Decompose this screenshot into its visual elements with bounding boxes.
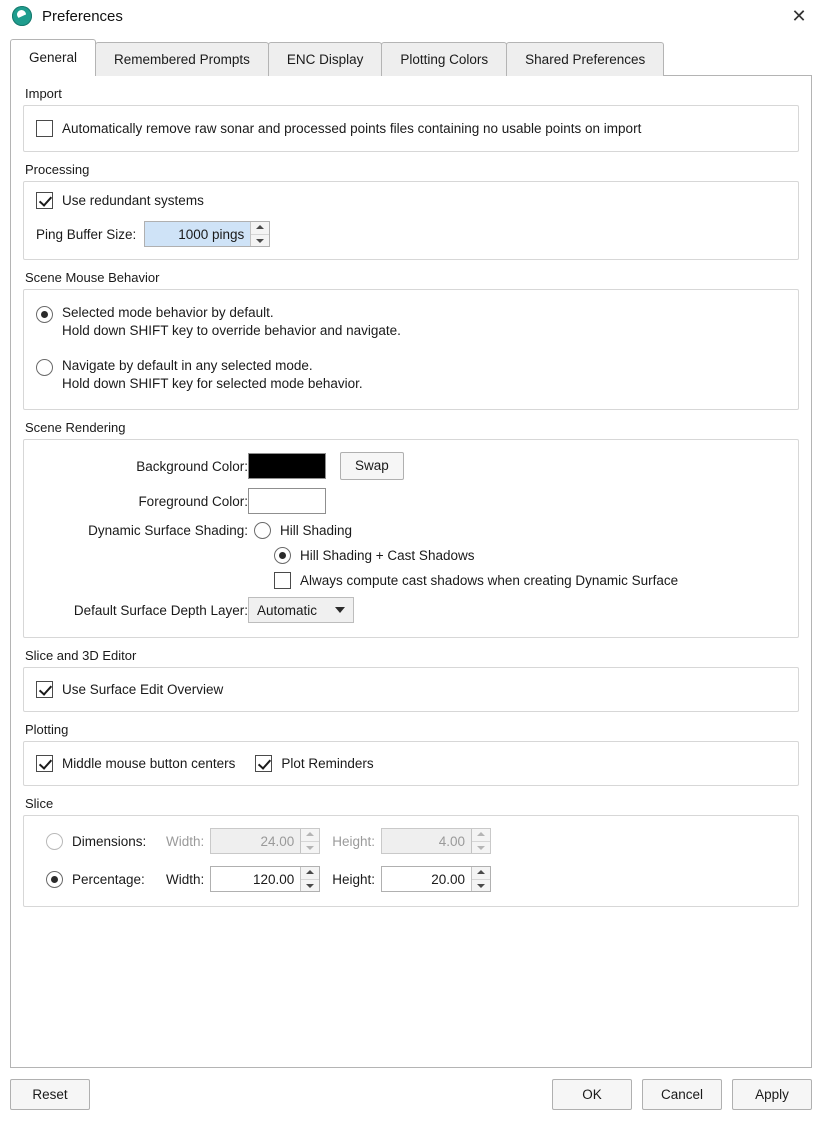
slice-group [23, 796, 799, 907]
import-group-label: Import [25, 86, 62, 101]
plotting-row [36, 755, 786, 772]
slice-pct-height-value[interactable]: 20.00 [431, 871, 466, 887]
app-logo-icon [12, 6, 32, 26]
surface-edit-overview-row[interactable] [36, 681, 786, 698]
middle-mouse-centers-checkbox[interactable] [36, 755, 53, 772]
slice-group-label: Slice [25, 796, 54, 811]
default-surface-depth-layer-select[interactable] [248, 597, 354, 623]
slice-pct-height-spin-down[interactable] [472, 879, 490, 892]
tab-shared-preferences[interactable]: Shared Preferences [506, 42, 664, 76]
processing-group [23, 162, 799, 260]
mouse-option1-line2: Hold down SHIFT key to override behavior and navigate. [62, 323, 401, 338]
auto-remove-row[interactable] [36, 120, 786, 137]
hill-shading-cast-shadows-radio[interactable] [274, 547, 291, 564]
slice-dim-height-spin-buttons[interactable] [471, 829, 490, 853]
slice-dimensions-row [36, 828, 786, 854]
slice-percentage-row [36, 866, 786, 892]
tab-general[interactable]: General [10, 39, 96, 76]
foreground-color-label: Foreground Color: [138, 493, 248, 509]
default-surface-depth-layer-value: Automatic [257, 602, 318, 618]
processing-group-label: Processing [25, 162, 90, 177]
slice-pct-width-label: Width: [166, 871, 205, 887]
ping-buffer-spinner[interactable] [144, 221, 270, 247]
plot-reminders-checkbox[interactable] [255, 755, 272, 772]
slice-3d-editor-label: Slice and 3D Editor [25, 648, 137, 663]
tab-plotting-colors[interactable]: Plotting Colors [381, 42, 507, 76]
always-compute-cast-shadows-label: Always compute cast shadows when creating Dynamic Surface [300, 573, 679, 588]
slice-3d-editor-group [23, 648, 799, 712]
plotting-group-label: Plotting [25, 722, 69, 737]
ping-buffer-spin-buttons[interactable] [250, 222, 269, 246]
background-color-label: Background Color: [136, 458, 248, 474]
auto-remove-checkbox[interactable] [36, 120, 53, 137]
hill-shading-cast-shadows-row[interactable] [274, 547, 786, 564]
slice-dim-height-value[interactable]: 4.00 [438, 833, 466, 849]
apply-button[interactable]: Apply [732, 1079, 812, 1110]
plot-reminders-label: Plot Reminders [281, 756, 374, 771]
mouse-option2-line1: Navigate by default in any selected mode. [62, 358, 313, 373]
dialog-footer [10, 1078, 812, 1110]
slice-pct-height-spin-buttons[interactable] [471, 867, 490, 891]
tab-enc-display[interactable]: ENC Display [268, 42, 383, 76]
hill-shading-label: Hill Shading [280, 523, 353, 538]
slice-dimensions-radio[interactable] [46, 833, 63, 850]
middle-mouse-centers-label: Middle mouse button centers [62, 756, 236, 771]
slice-dim-height-spinner[interactable] [381, 828, 491, 854]
redundant-systems-label: Use redundant systems [62, 193, 204, 208]
cancel-button[interactable]: Cancel [642, 1079, 722, 1110]
ping-buffer-spin-down[interactable] [251, 234, 269, 247]
auto-remove-label: Automatically remove raw sonar and processed points files containing no usable points on import [62, 121, 642, 136]
dynamic-surface-shading-label: Dynamic Surface Shading: [88, 523, 248, 538]
scene-rendering-label: Scene Rendering [25, 420, 126, 435]
mouse-option-selected-mode-row[interactable] [36, 304, 786, 340]
ping-buffer-label: Ping Buffer Size: [36, 226, 137, 242]
redundant-systems-row[interactable] [36, 192, 786, 209]
mouse-option2-line2: Hold down SHIFT key for selected mode behavior. [62, 376, 363, 391]
hill-shading-radio[interactable] [254, 522, 271, 539]
redundant-systems-checkbox[interactable] [36, 192, 53, 209]
slice-dim-width-spin-up[interactable] [301, 829, 319, 841]
slice-dim-height-spin-down[interactable] [472, 841, 490, 854]
slice-dim-width-value[interactable]: 24.00 [260, 833, 295, 849]
slice-percentage-label: Percentage: [72, 871, 145, 887]
ok-button[interactable]: OK [552, 1079, 632, 1110]
hill-shading-cast-shadows-label: Hill Shading + Cast Shadows [300, 548, 475, 563]
slice-dim-width-spin-buttons[interactable] [300, 829, 319, 853]
general-tab-panel [10, 76, 812, 1068]
always-compute-cast-shadows-row[interactable] [274, 572, 786, 589]
default-surface-depth-layer-label: Default Surface Depth Layer: [73, 602, 248, 618]
mouse-option1-line1: Selected mode behavior by default. [62, 305, 274, 320]
mouse-option-navigate-row[interactable] [36, 357, 786, 393]
slice-pct-width-spin-buttons[interactable] [300, 867, 319, 891]
slice-pct-height-spin-up[interactable] [472, 867, 490, 879]
ping-buffer-row [36, 221, 786, 247]
slice-percentage-radio[interactable] [46, 871, 63, 888]
slice-dim-width-spinner[interactable] [210, 828, 320, 854]
import-group [23, 86, 799, 152]
title-bar [0, 0, 822, 32]
chevron-down-icon [335, 607, 345, 613]
slice-dim-height-spin-up[interactable] [472, 829, 490, 841]
background-color-swatch[interactable] [248, 453, 326, 479]
tab-bar [10, 40, 812, 76]
hill-shading-row[interactable] [254, 522, 786, 539]
slice-pct-width-spinner[interactable] [210, 866, 320, 892]
slice-pct-width-spin-up[interactable] [301, 867, 319, 879]
slice-dim-width-label: Width: [166, 833, 205, 849]
mouse-option-navigate-text [62, 357, 363, 393]
tab-remembered-prompts[interactable]: Remembered Prompts [95, 42, 269, 76]
always-compute-cast-shadows-checkbox[interactable] [274, 572, 291, 589]
mouse-option-selected-mode-text [62, 304, 401, 340]
reset-button[interactable]: Reset [10, 1079, 90, 1110]
scene-mouse-behavior-group [23, 270, 799, 410]
slice-dimensions-label: Dimensions: [72, 833, 147, 849]
slice-dim-width-spin-down[interactable] [301, 841, 319, 854]
slice-pct-width-spin-down[interactable] [301, 879, 319, 892]
slice-pct-width-value[interactable]: 120.00 [252, 871, 295, 887]
plotting-group [23, 722, 799, 786]
window-title: Preferences [42, 7, 123, 25]
ping-buffer-spin-up[interactable] [251, 222, 269, 234]
swap-colors-button[interactable]: Swap [340, 452, 404, 480]
mouse-option-selected-mode-radio[interactable] [36, 306, 53, 323]
surface-edit-overview-checkbox[interactable] [36, 681, 53, 698]
ping-buffer-value[interactable]: 1000 pings [145, 222, 250, 246]
scene-mouse-behavior-label: Scene Mouse Behavior [25, 270, 160, 285]
surface-edit-overview-label: Use Surface Edit Overview [62, 682, 224, 697]
scene-rendering-grid [36, 452, 786, 623]
slice-dim-height-label: Height: [332, 833, 376, 849]
slice-pct-height-spinner[interactable] [381, 866, 491, 892]
close-icon[interactable]: ✕ [791, 5, 807, 26]
mouse-option-navigate-radio[interactable] [36, 359, 53, 376]
slice-pct-height-label: Height: [332, 871, 376, 887]
foreground-color-swatch[interactable] [248, 488, 326, 514]
scene-rendering-group [23, 420, 799, 638]
